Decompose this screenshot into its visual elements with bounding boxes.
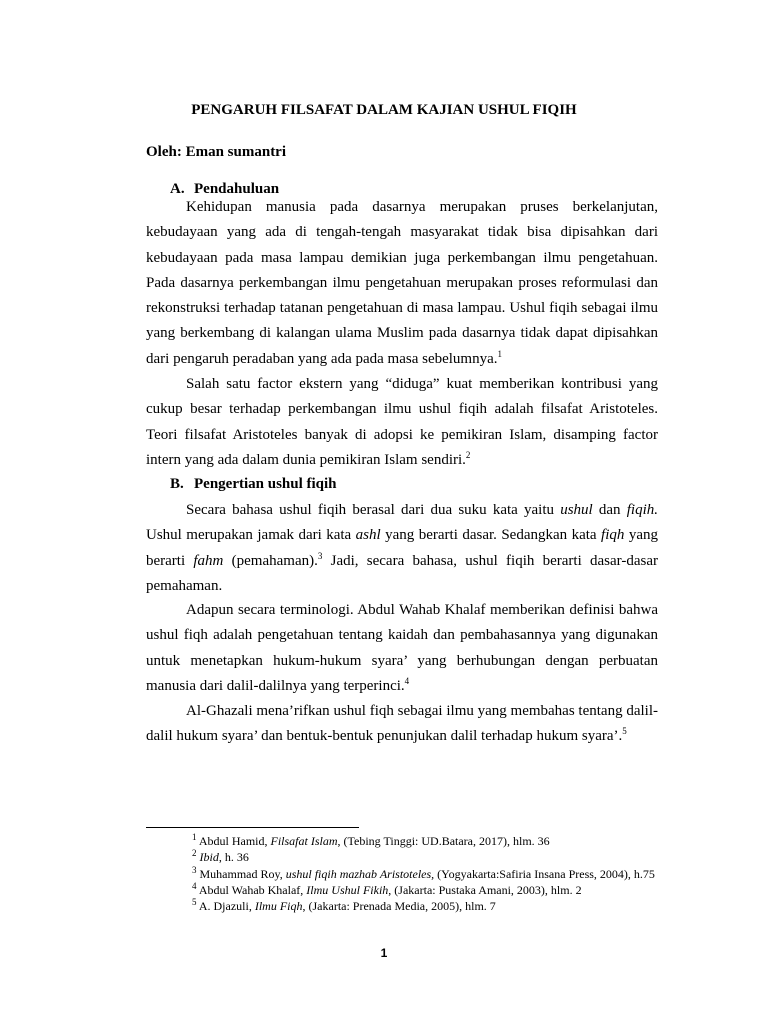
paragraph <box>146 195 658 372</box>
italic-term: ashl <box>355 527 381 544</box>
footnotes <box>146 833 658 914</box>
paragraph <box>146 498 658 599</box>
italic-term: fiqh <box>601 527 625 544</box>
paragraph-text: Al-Ghazali mena’rifkan ushul fiqh sebagai ilmu yang membahas tentang dalil-dalil hukum syara’ dan bentuk-bentuk penunjukan dalil terhadap hukum syara’. <box>146 703 658 745</box>
text-run: Ushul merupakan jamak dari kata <box>146 527 356 544</box>
footnote <box>146 866 658 882</box>
text-run: , h. 36 <box>218 850 249 865</box>
text-run: Muhammad Roy, <box>196 866 286 881</box>
text-run: yang berarti <box>146 527 658 569</box>
paragraph-text: Salah satu factor ekstern yang “diduga” kuat memberikan kontribusi yang cukup besar terhadap perkembangan ilmu ushul fiqih adalah filsafat Aristoteles. Teori filsafat Aristoteles banyak di adopsi ke pemikiran Islam, disamping factor intern yang ada dalam dunia pemikiran Islam sendiri. <box>146 376 658 468</box>
footnote-number: 3 <box>192 864 197 875</box>
paragraph <box>146 598 658 699</box>
footnote-ref: 5 <box>622 726 627 737</box>
section-title: Pengertian ushul fiqih <box>194 476 337 492</box>
italic-term: ushul fiqih mazhab Aristoteles, <box>285 866 435 881</box>
text-run: Jadi, secara bahasa, ushul fiqih berarti dasar-dasar pemahaman. <box>146 552 659 594</box>
section-number: A. <box>170 181 185 197</box>
footnote-number: 4 <box>192 880 197 891</box>
text-run: , (Tebing Tinggi: UD.Batara, 2017), hlm. 36 <box>337 834 550 848</box>
footnote <box>146 849 658 865</box>
footnote-ref: 1 <box>497 348 503 359</box>
text-run: Abdul Hamid, <box>196 834 271 848</box>
footnote <box>146 898 658 914</box>
footnote-ref: 2 <box>465 449 471 460</box>
text-run: , (Jakarta: Pustaka Amani, 2003), hlm. 2 <box>388 882 582 897</box>
text-run: , (Jakarta: Prenada Media, 2005), hlm. 7 <box>302 899 496 914</box>
footnote-number: 1 <box>192 832 197 842</box>
footnote-number: 5 <box>192 897 197 908</box>
text-run: yang berarti dasar. Sedangkan kata <box>380 527 602 544</box>
text-run: Secara bahasa ushul fiqih berasal dari dua suku kata yaitu <box>186 502 561 518</box>
footnote <box>146 882 658 898</box>
italic-term: fiqih. <box>626 502 658 518</box>
text-run: Abdul Wahab Khalaf, <box>196 882 307 897</box>
text-run: dan <box>592 502 627 518</box>
section-number: B. <box>170 476 184 492</box>
author-line: Oleh: Eman sumantri <box>146 144 287 160</box>
footnote <box>146 833 658 849</box>
paragraph-text: Kehidupan manusia pada dasarnya merupakan pruses berkelanjutan, kebudayaan yang ada di tengah-tengah masyarakat tidak bisa dipisahkan dari kebudayaan pada masa lampau demikian juga perkembangan ilmu pengetahuan. Pada dasarnya perkembangan ilmu pengetahuan merupakan proses reformulasi dan rekonstruksi terhadap tatanan pengetahuan di masa lampau. Ushul fiqih sebagai ilmu yang berkembang di kalangan ulama Muslim pada dasarnya tidak dapat dipisahkan dari pengaruh peradaban yang ada pada masa sebelumnya. <box>146 199 658 367</box>
italic-term: Ibid <box>199 850 219 865</box>
text-run: (Yogyakarta:Safiria Insana Press, 2004), h.75 <box>434 866 655 881</box>
italic-term: Ilmu Ushul Fikih <box>306 882 389 897</box>
page-title: PENGARUH FILSAFAT DALAM KAJIAN USHUL FIQIH <box>191 102 577 118</box>
paragraph-text: Adapun secara terminologi. Abdul Wahab Khalaf memberikan definisi bahwa ushul fiqh adalah pengetahuan tentang kaidah dan pembahasannya yang digunakan untuk menetapkan hukum-hukum syara’ yang berhubungan dengan perbuatan manusia dari dalil-dalilnya yang terperinci. <box>146 602 658 694</box>
italic-term: Filsafat Islam <box>270 834 338 848</box>
footnote-number: 2 <box>192 848 197 859</box>
footnote-ref: 3 <box>317 550 323 561</box>
italic-term: fahm <box>193 552 224 569</box>
text-run: (pemahaman). <box>223 552 318 569</box>
italic-term: ushul <box>560 502 593 518</box>
paragraph <box>146 372 658 473</box>
text-run: A. Djazuli, <box>196 899 255 914</box>
paragraph <box>146 699 658 750</box>
footnote-separator <box>146 827 359 828</box>
footnote-ref: 4 <box>404 675 410 686</box>
section-title: Pendahuluan <box>194 181 280 197</box>
page-number: 1 <box>380 946 388 960</box>
italic-term: Ilmu Fiqh <box>254 899 303 914</box>
section-heading-b <box>170 476 337 493</box>
